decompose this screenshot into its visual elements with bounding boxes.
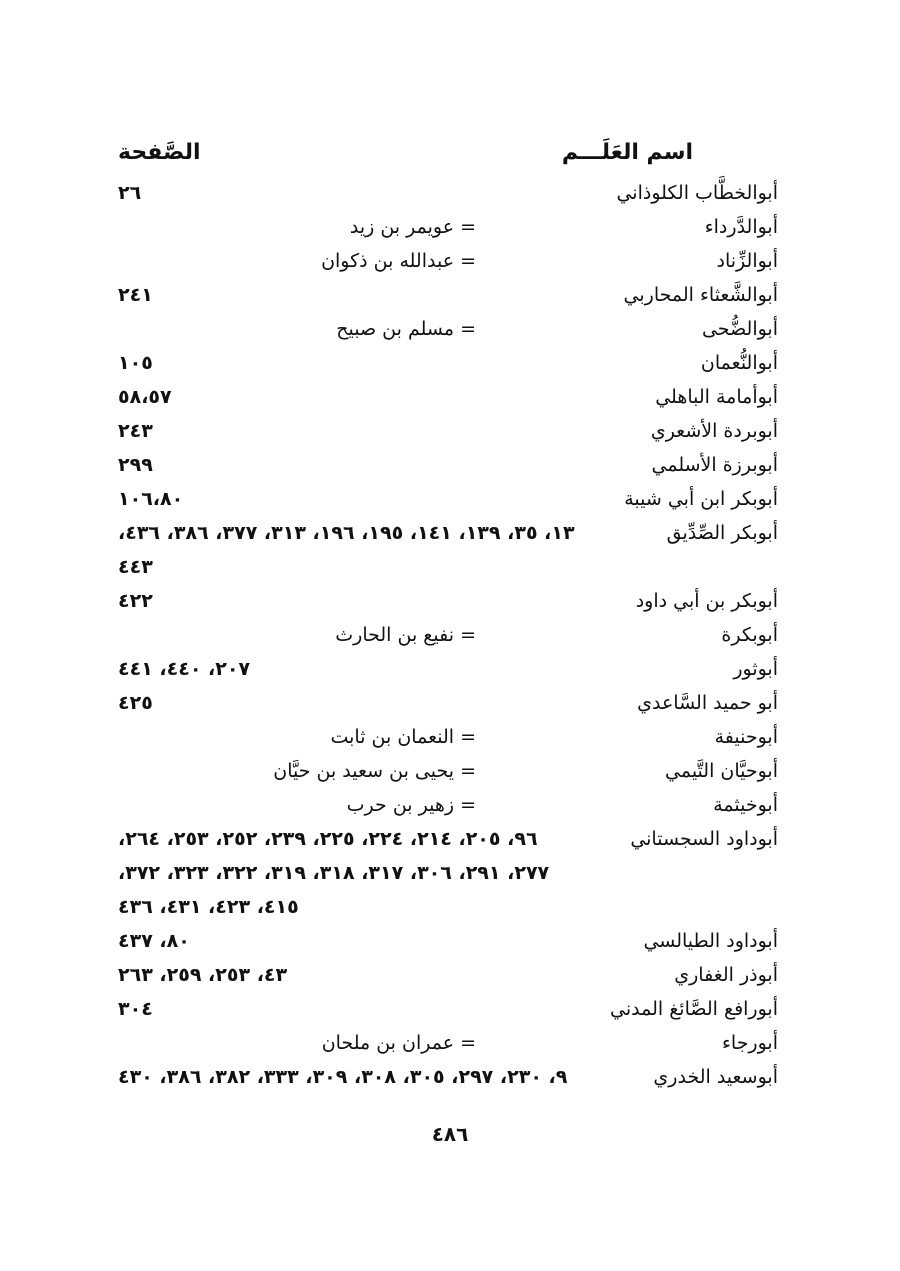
entry-page-numbers: ٢٤٣ xyxy=(118,420,153,442)
entry-name: أبوبرزة الأسلمي xyxy=(651,454,778,476)
entry-name: أبوالشَّعثاء المحاربي xyxy=(623,284,778,306)
entry-name: أبوالزِّناد xyxy=(716,250,778,272)
entry-page-numbers: ٢٦ xyxy=(118,182,142,204)
entry-name: أبوالدَّرداء xyxy=(704,216,778,238)
entry-name: أبوحيَّان التَّيمي xyxy=(665,760,778,782)
entry-page-numbers: ٩٦، ٢٠٥، ٢١٤، ٢٢٤، ٢٢٥، ٢٣٩، ٢٥٢، ٢٥٣، ٢٦٤، xyxy=(118,828,538,850)
entry-name: أبورجاء xyxy=(721,1032,778,1054)
entry-name: أبوأمامة الباهلي xyxy=(655,386,778,408)
entry-page-numbers: ٤٢٢ xyxy=(118,590,153,612)
name-column-header: اسم العَلَـــم xyxy=(561,140,693,165)
entry-cross-reference: = يحيى بن سعيد بن حيَّان xyxy=(273,760,476,782)
entry-name: أبوالخطَّاب الكلوذاني xyxy=(616,182,778,204)
entry-page-numbers: ٩، ٢٣٠، ٢٩٧، ٣٠٥، ٣٠٨، ٣٠٩، ٣٣٣، ٣٨٢، ٣٨٦، ٤٣٠ xyxy=(118,1066,568,1088)
entry-cross-reference: = عبدالله بن ذكوان xyxy=(321,250,476,272)
entry-name: أبو حميد السَّاعدي xyxy=(637,692,778,714)
entry-name: أبورافع الصَّائغ المدني xyxy=(610,998,778,1020)
entry-page-numbers: ٤١٥، ٤٢٣، ٤٣١، ٤٣٦ xyxy=(118,896,299,918)
entry-name: أبوبردة الأشعري xyxy=(650,420,778,442)
entry-name: أبوالضُّحى xyxy=(701,318,778,340)
entry-cross-reference: = نفيع بن الحارث xyxy=(335,624,476,646)
entry-name: أبوالنُّعمان xyxy=(700,352,778,374)
entry-name: أبوبكر بن أبي داود xyxy=(635,590,778,612)
entry-page-numbers: ٢٤١ xyxy=(118,284,153,306)
entry-name: أبوداود السجستاني xyxy=(630,828,778,850)
page-number: ٤٨٦ xyxy=(431,1122,469,1146)
entry-page-numbers: ٣٠٤ xyxy=(118,998,153,1020)
entry-cross-reference: = زهير بن حرب xyxy=(346,794,476,816)
entry-page-numbers: ٥٨،٥٧ xyxy=(118,386,172,408)
entry-page-numbers: ٤٢٥ xyxy=(118,692,153,714)
entry-name: أبوبكرة xyxy=(721,624,778,646)
entry-page-numbers: ٢٠٧، ٤٤٠، ٤٤١ xyxy=(118,658,251,680)
entry-page-numbers: ١٣، ٣٥، ١٣٩، ١٤١، ١٩٥، ١٩٦، ٣١٣، ٣٧٧، ٣٨٦، ٤٣٦، xyxy=(118,522,575,544)
entry-name: أبوخيثمة xyxy=(713,794,778,816)
entry-page-numbers: ٨٠، ٤٣٧ xyxy=(118,930,190,952)
entry-page-numbers: ٢٧٧، ٢٩١، ٣٠٦، ٣١٧، ٣١٨، ٣١٩، ٣٢٢، ٣٢٣، ٣٧٢، xyxy=(118,862,550,884)
page-column-header: الصَّفحة xyxy=(118,140,201,165)
entry-page-numbers: ٢٩٩ xyxy=(118,454,153,476)
entry-name: أبوثور xyxy=(733,658,778,680)
entry-cross-reference: = عمران بن ملحان xyxy=(321,1032,476,1054)
entry-page-numbers: ٤٤٣ xyxy=(118,556,153,578)
entry-page-numbers: ١٠٦،٨٠ xyxy=(118,488,184,510)
entry-name: أبوسعيد الخدري xyxy=(653,1066,778,1088)
entry-page-numbers: ١٠٥ xyxy=(118,352,153,374)
entry-cross-reference: = النعمان بن ثابت xyxy=(330,726,476,748)
entry-name: أبوذر الغفاري xyxy=(674,964,778,986)
entry-cross-reference: = مسلم بن صبيح xyxy=(336,318,476,340)
entry-name: أبوداود الطيالسي xyxy=(643,930,778,952)
entry-name: أبوبكر ابن أبي شيبة xyxy=(624,488,778,510)
entry-cross-reference: = عويمر بن زيد xyxy=(349,216,476,238)
entry-page-numbers: ٤٣، ٢٥٣، ٢٥٩، ٢٦٣ xyxy=(118,964,288,986)
entry-name: أبوحنيفة xyxy=(714,726,778,748)
entry-name: أبوبكر الصِّدِّيق xyxy=(666,522,778,544)
